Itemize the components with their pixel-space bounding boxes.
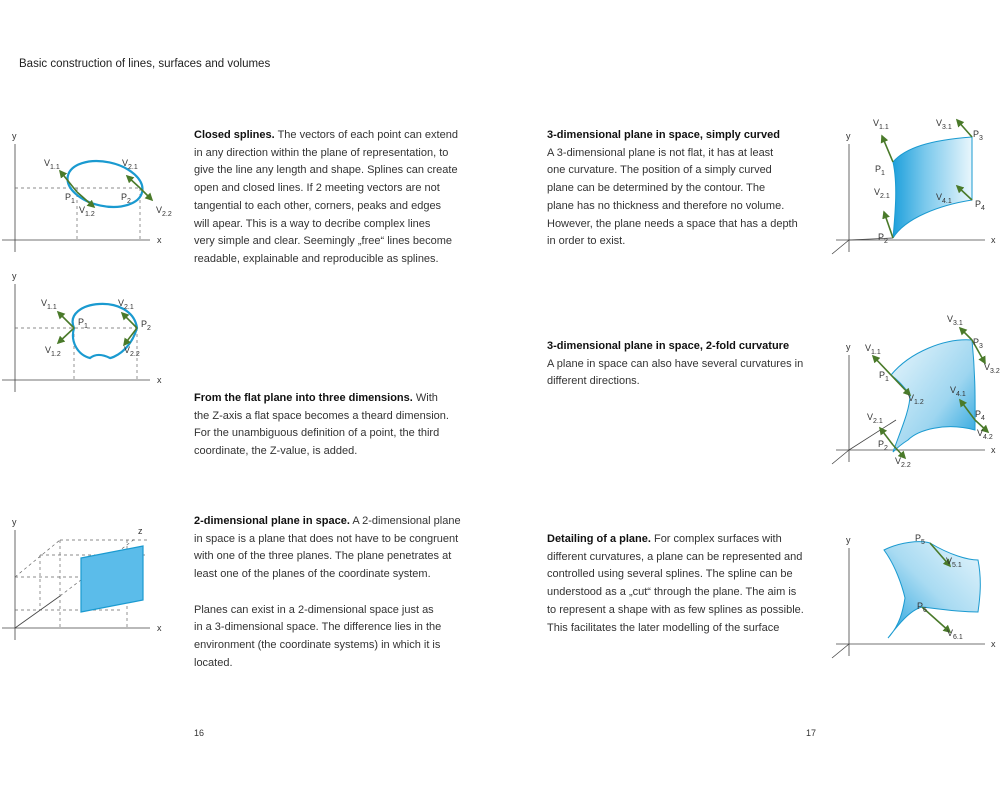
closed-splines-title: Closed splines.	[194, 129, 275, 141]
svg-text:P5: $P_5$	[915, 533, 925, 546]
axis-label-y: y	[12, 131, 17, 141]
simply-curved-title: 3-dimensional plane in space, simply curved	[547, 129, 780, 141]
svg-text:V1.2: $V_{1.2}$	[908, 393, 924, 406]
flat-plane-surface	[81, 546, 143, 612]
page-header: Basic construction of lines, surfaces and volumes	[19, 58, 271, 70]
detailing-title: Detailing of a plane.	[547, 533, 651, 545]
svg-text:V2.1: $V_{2.1}$	[867, 412, 883, 425]
svg-text:P4: $P_4$	[975, 409, 985, 422]
svg-text:V5.1: $V_{5.1}$	[946, 556, 962, 569]
axis-label-x: x	[991, 639, 996, 649]
svg-text:P1: $P_1$	[78, 317, 88, 330]
svg-text:V1.1: $V_{1.1}$	[865, 343, 881, 356]
diagram-2d-plane	[2, 517, 162, 640]
svg-text:P1: $P_1$	[65, 192, 75, 205]
svg-text:V3.2: $V_{3.2}$	[984, 362, 1000, 375]
svg-text:V2.1: $V_{2.1}$	[118, 298, 134, 311]
axis-label-y: y	[846, 131, 851, 141]
svg-text:V4.2: $V_{4.2}$	[977, 428, 993, 441]
svg-text:P3: $P_3$	[973, 129, 983, 142]
twofold-text: 3-dimensional plane in space, 2-fold curvature A plane in space can also have several curvatures in different directions.	[547, 340, 804, 388]
svg-text:P2: $P_2$	[878, 439, 888, 452]
diagram-heart-spline	[2, 271, 162, 392]
svg-text:V1.2: $V_{1.2}$	[79, 205, 95, 218]
diagram-simply-curved	[832, 118, 996, 254]
diagram-twofold	[832, 314, 1000, 469]
axis-label-y: y	[12, 517, 17, 527]
axis-label-y: y	[846, 535, 851, 545]
svg-text:V1.1: $V_{1.1}$	[41, 298, 57, 311]
plane-2d-text: 2-dimensional plane in space. A 2-dimensional plane in space is a plane that does not have to be congruent with one of the three planes. The plane penetrates at least one of the planes of the coordinate system. Planes can exist in a 2-dimensional space just as in a 3-dimensional space. The difference lies in the environment (the coordinate systems) in which it is located.	[194, 515, 461, 669]
svg-text:V1.1: $V_{1.1}$	[873, 118, 889, 131]
axis-label-x: x	[157, 235, 162, 245]
detailing-text: Detailing of a plane. For complex surfaces with different curvatures, a plane can be represented and controlled using several splines. The spline can be understood as a „cut“ through the plane. The aim is to represent a shape with as few splines as possible. This facilitates the later modelling of the surface	[547, 533, 804, 634]
simply-curved-surface	[893, 137, 972, 238]
diagram-detailing	[832, 533, 996, 658]
page-number-right: 17	[806, 728, 817, 738]
svg-text:V2.2: $V_{2.2}$	[124, 345, 140, 358]
simply-curved-text: 3-dimensional plane in space, simply curved A 3-dimensional plane is not flat, it has at least one curvature. The position of a simply curved plane can be determined by the contour. The plane has no thickness and therefore no volume. However, the plane needs a space that has a depth in order to exist.	[547, 129, 798, 248]
svg-text:P1: $P_1$	[875, 164, 885, 177]
svg-text:V3.1: $V_{3.1}$	[947, 314, 963, 327]
diagram-closed-spline	[2, 131, 172, 252]
svg-text:V2.1: $V_{2.1}$	[122, 158, 138, 171]
svg-text:V2.2: $V_{2.2}$	[156, 205, 172, 218]
svg-text:V4.1: $V_{4.1}$	[936, 192, 952, 205]
twofold-title: 3-dimensional plane in space, 2-fold curvature	[547, 340, 790, 352]
svg-text:P2: $P_2$	[878, 232, 888, 245]
svg-text:P2: $P_2$	[121, 192, 131, 205]
svg-text:P2: $P_2$	[141, 319, 151, 332]
svg-text:V4.1: $V_{4.1}$	[950, 385, 966, 398]
svg-text:V1.1: $V_{1.1}$	[44, 158, 60, 171]
plane-2d-title: 2-dimensional plane in space.	[194, 515, 350, 527]
svg-text:V3.1: $V_{3.1}$	[936, 118, 952, 131]
axis-label-y: y	[12, 271, 17, 281]
svg-text:V1.2: $V_{1.2}$	[45, 345, 61, 358]
svg-text:V2.1: $V_{2.1}$	[874, 187, 890, 200]
axis-label-y: y	[846, 342, 851, 352]
axis-label-x: x	[157, 375, 162, 385]
svg-text:V2.2: $V_{2.2}$	[895, 456, 911, 469]
svg-text:P6: $P_6$	[917, 601, 927, 614]
axis-label-x: x	[157, 623, 162, 633]
detailed-surface	[884, 542, 980, 638]
page-number-left: 16	[194, 728, 205, 738]
svg-text:P1: $P_1$	[879, 370, 889, 383]
axis-label-x: x	[991, 235, 996, 245]
closed-splines-text: Closed splines. The vectors of each point can extend in any direction within the plane of representation, to give the line any length and shape. Splines can create open and closed lines. If 2 meeting vectors are not tangential to each other, corners, peaks and edges will apear. This is a way to decribe complex lines very simple and clear. Seemingly „free“ lines become readable, explainable and reproducible as splines.	[194, 129, 458, 265]
flat-to-3d-text: From the flat plane into three dimensions. With the Z-axis a flat space becomes a theard dimension. For the unambiguous definition of a point, the third coordinate, the Z-value, is added.	[194, 392, 449, 458]
flat-to-3d-title: From the flat plane into three dimensions.	[194, 392, 413, 404]
axis-label-x: x	[991, 445, 996, 455]
svg-text:V6.1: $V_{6.1}$	[947, 628, 963, 641]
svg-text:P3: $P_3$	[973, 337, 983, 350]
axis-label-z: z	[138, 526, 143, 536]
svg-text:P4: $P_4$	[975, 199, 985, 212]
